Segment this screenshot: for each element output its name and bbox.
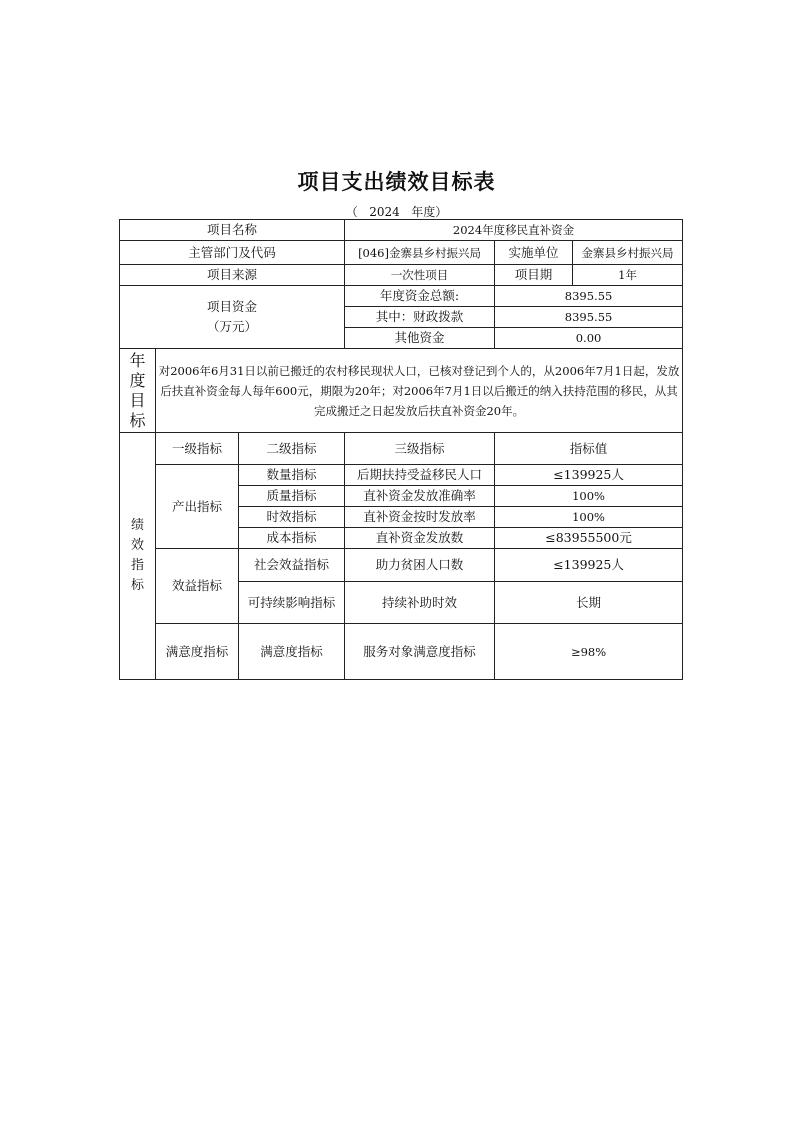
- level3-cell: 助力贫困人口数: [345, 549, 495, 582]
- level2-cell: 满意度指标: [239, 624, 345, 680]
- dept-value: [046]金寨县乡村振兴局: [345, 241, 495, 265]
- level3-cell: 后期扶持受益移民人口: [345, 465, 495, 486]
- table-row: [120, 549, 683, 582]
- level3-cell: 服务对象满意度指标: [345, 624, 495, 680]
- value-cell: ≤139925人: [495, 465, 683, 486]
- benefit-indicator-label: 效益指标: [156, 549, 239, 624]
- level2-cell: 社会效益指标: [239, 549, 345, 582]
- fund-other-value: 0.00: [495, 328, 683, 349]
- impl-value: 金寨县乡村振兴局: [573, 241, 683, 265]
- fund-fiscal-label: 其中：财政拨款: [345, 307, 495, 328]
- period-value: 1年: [573, 265, 683, 286]
- fund-label: 项目资金: [207, 299, 258, 314]
- header-level2: 二级指标: [239, 433, 345, 465]
- value-cell: ≥98%: [495, 624, 683, 680]
- level3-cell: 直补资金按时发放率: [345, 507, 495, 528]
- value-cell: ≤139925人: [495, 549, 683, 582]
- satisfaction-indicator-label: 满意度指标: [156, 624, 239, 680]
- fund-fiscal-value: 8395.55: [495, 307, 683, 328]
- level3-cell: 直补资金发放准确率: [345, 486, 495, 507]
- row-source: [120, 265, 683, 286]
- table-row: [120, 624, 683, 680]
- goal-label-char: 度: [129, 370, 146, 390]
- fund-label-cell: [120, 286, 345, 349]
- fund-total-label: 年度资金总额:: [345, 286, 495, 307]
- output-indicator-label: 产出指标: [156, 465, 239, 549]
- value-cell: 长期: [495, 582, 683, 624]
- perf-label-char: 效: [130, 538, 144, 553]
- level2-cell: 数量指标: [239, 465, 345, 486]
- year-line: （ 2024 年度）: [345, 205, 448, 219]
- goal-label-char: 目: [129, 390, 146, 410]
- table-row: [120, 465, 683, 486]
- source-value: 一次性项目: [345, 265, 495, 286]
- header-level3: 三级指标: [345, 433, 495, 465]
- goal-label-char: 标: [129, 410, 146, 430]
- performance-target-table: [119, 219, 683, 680]
- level2-cell: 可持续影响指标: [239, 582, 345, 624]
- value-cell: 100%: [495, 507, 683, 528]
- row-perf-header: [120, 433, 683, 465]
- goal-label-char: 年: [129, 350, 146, 370]
- row-department: [120, 241, 683, 265]
- project-name-label: 项目名称: [120, 220, 345, 241]
- annual-goal-label: [120, 349, 156, 433]
- dept-label: 主管部门及代码: [120, 241, 345, 265]
- impl-label: 实施单位: [495, 241, 573, 265]
- row-fund-total: [120, 286, 683, 307]
- row-annual-goal: [120, 349, 683, 433]
- page-title: 项目支出绩效目标表: [297, 170, 496, 194]
- project-name-value: 2024年度移民直补资金: [345, 220, 683, 241]
- source-label: 项目来源: [120, 265, 345, 286]
- fund-other-label: 其他资金: [345, 328, 495, 349]
- value-cell: ≤83955500元: [495, 528, 683, 549]
- level2-cell: 成本指标: [239, 528, 345, 549]
- perf-indicator-label: [120, 433, 156, 680]
- level2-cell: 质量指标: [239, 486, 345, 507]
- perf-label-char: 绩: [130, 518, 144, 533]
- level2-cell: 时效指标: [239, 507, 345, 528]
- level3-cell: 直补资金发放数: [345, 528, 495, 549]
- perf-label-char: 标: [130, 578, 144, 593]
- header-value: 指标值: [495, 433, 683, 465]
- value-cell: 100%: [495, 486, 683, 507]
- row-project-name: [120, 220, 683, 241]
- perf-label-char: 指: [130, 558, 144, 573]
- header-level1: 一级指标: [156, 433, 239, 465]
- fund-total-value: 8395.55: [495, 286, 683, 307]
- annual-goal-text: 对2006年6月31日以前已搬迁的农村移民现状人口，已核对登记到个人的，从2006年7月1日起，发放后扶直补资金每人每年600元，期限为20年；对2006年7月1日以后搬迁的纳入扶持范围的移民，从其完成搬迁之日起发放后扶直补资金20年。: [156, 349, 683, 433]
- period-label: 项目期: [495, 265, 573, 286]
- level3-cell: 持续补助时效: [345, 582, 495, 624]
- fund-unit: （万元）: [207, 319, 258, 334]
